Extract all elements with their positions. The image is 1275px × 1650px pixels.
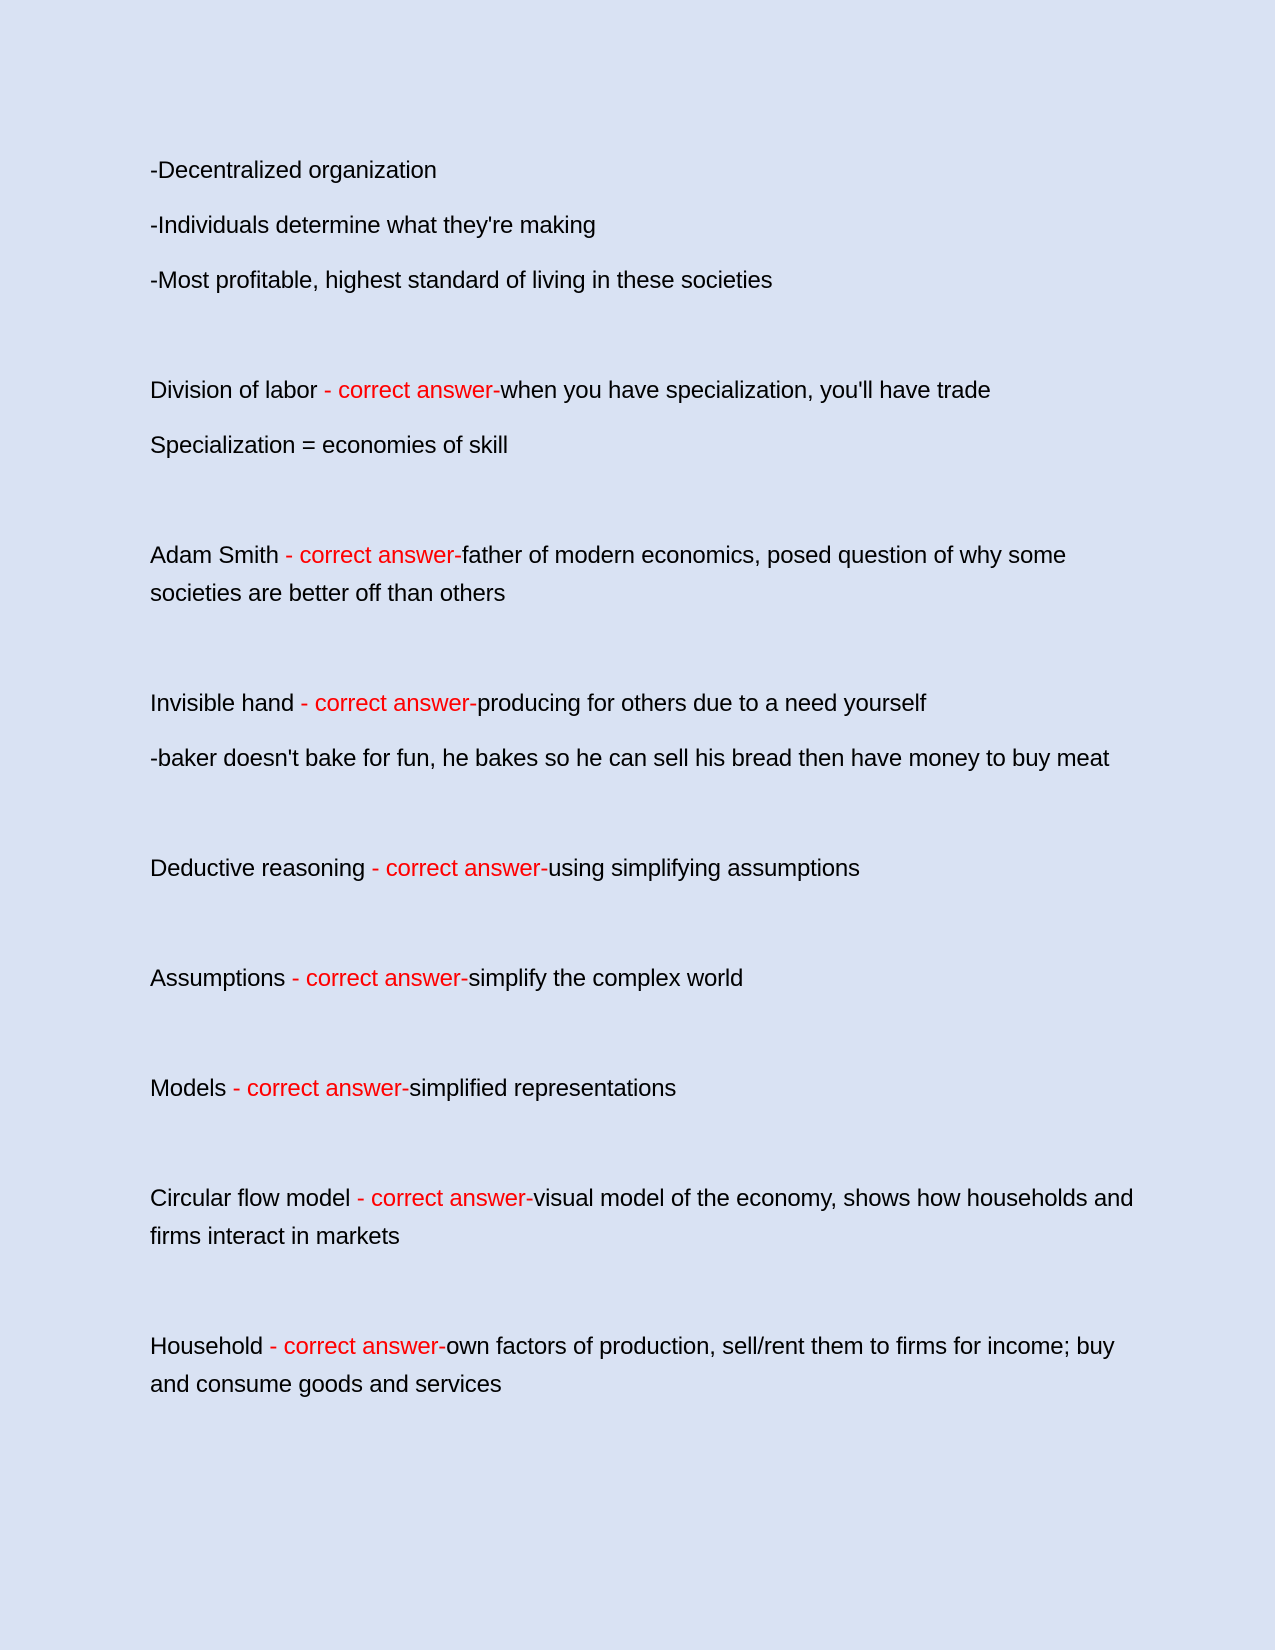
definition: father of modern economics, posed question of why some societies are better off than others [150,542,1067,607]
flashcard-entry [150,1070,1140,1108]
term: Models [150,1075,227,1102]
term: Assumptions [150,965,286,992]
definition: simplify the complex world [468,965,744,992]
term: Division of labor [150,377,318,404]
definition: simplified representations [409,1075,677,1102]
term: Household [150,1333,263,1360]
answer-marker: - correct answer- [285,965,469,992]
answer-marker: - correct answer- [226,1075,410,1102]
answer-marker: - correct answer- [350,1185,534,1212]
entry-note: -baker doesn't bake for fun, he bakes so he can sell his bread then have money to buy meat [150,745,1110,772]
document-page [150,152,1140,1421]
answer-marker: - correct answer- [293,690,478,717]
term: Adam Smith [150,542,279,569]
term: Circular flow model [150,1185,351,1212]
intro-bullet: -Most profitable, highest standard of living in these societies [150,267,773,294]
definition: own factors of production, sell/rent them to firms for income; buy and consume goods and services [150,1333,1115,1398]
definition: visual model of the economy, shows how households and firms interact in markets [150,1185,1134,1250]
definition: when you have specialization, you'll have trade [500,377,991,404]
answer-marker: - correct answer- [365,855,549,882]
definition: producing for others due to a need yourself [477,690,927,717]
flashcard-entry [150,850,1140,888]
flashcard-entry [150,372,1140,465]
answer-marker: - correct answer- [278,542,462,569]
flashcard-entry [150,1328,1140,1404]
flashcard-entry [150,1180,1140,1256]
intro-bullet: -Decentralized organization [150,157,437,184]
intro-bullet: -Individuals determine what they're making [150,212,596,239]
definition: using simplifying assumptions [548,855,860,882]
term: Deductive reasoning [150,855,366,882]
term: Invisible hand [150,690,294,717]
flashcard-entry [150,960,1140,998]
flashcard-entry [150,685,1140,778]
flashcard-entry [150,537,1140,613]
answer-marker: - correct answer- [317,377,501,404]
answer-marker: - correct answer- [262,1333,447,1360]
entry-note: Specialization = economies of skill [150,432,508,459]
